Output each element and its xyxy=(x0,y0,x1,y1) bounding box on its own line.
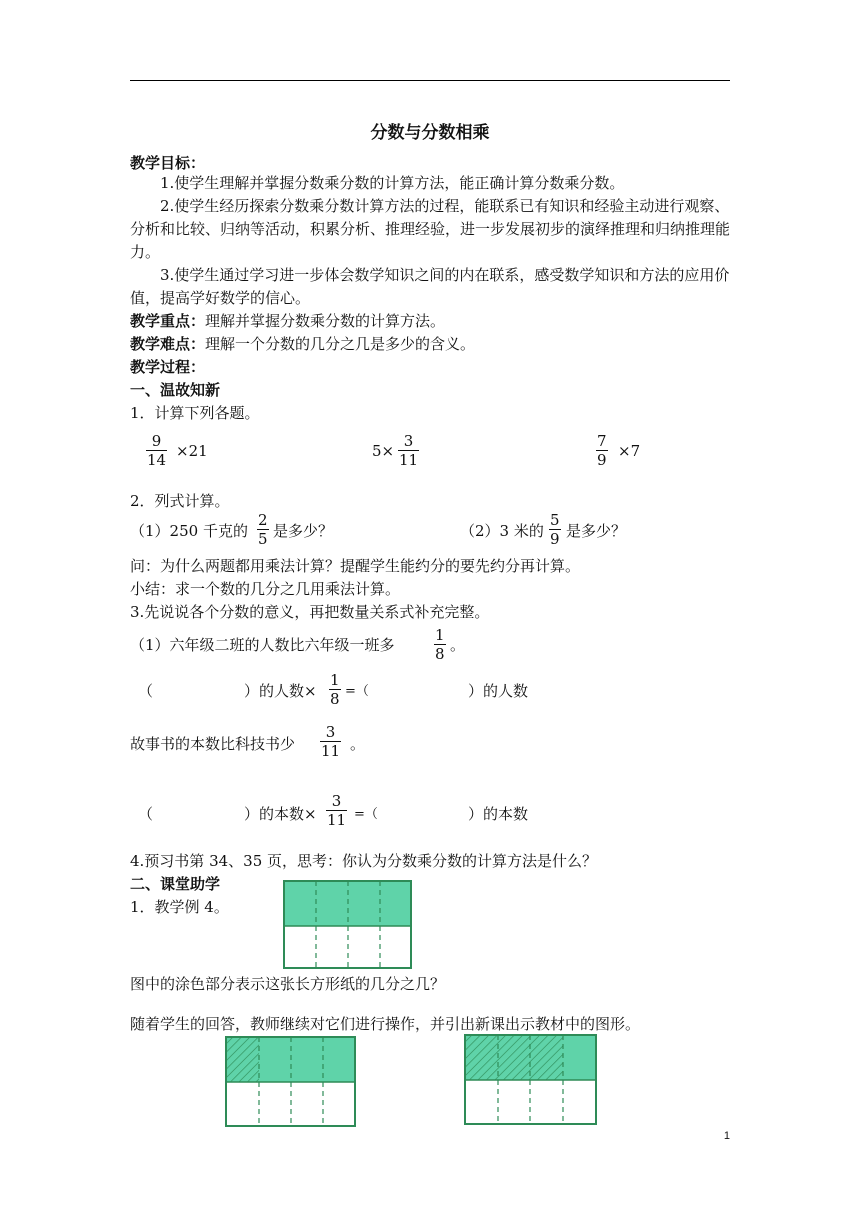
fraction-1-8-b: $\frac{1}{8}$ xyxy=(330,671,340,708)
question-2: 2．列式计算。 xyxy=(130,492,230,510)
fraction-3-11-b: $\frac{3}{11}$ xyxy=(327,792,347,829)
goal-2: 2.使学生经历探索分数乘分数计算方法的过程，能联系已有知识和经验主动进行观察、分析和比较、归纳等活动，积累分析、推理经验，进一步发展初步的演绎推理和归纳推理能力。 xyxy=(130,197,731,261)
calc-b-pre: 5× xyxy=(372,442,395,460)
key-point-text: 理解并掌握分数乘分数的计算方法。 xyxy=(205,312,446,330)
fraction-1-8-a: $\frac{1}{8}$ xyxy=(435,626,445,663)
difficulty xyxy=(130,333,475,354)
key-point-label: 教学重点： xyxy=(130,312,206,330)
eq2-mid: ）的本数× xyxy=(244,805,317,823)
page-number: 1 xyxy=(723,1130,730,1142)
figure-question: 图中的涂色部分表示这张长方形纸的几分之几？ xyxy=(130,975,446,993)
story-post: 。 xyxy=(350,735,366,753)
summary-text: 小结：求一个数的几分之几用乘法计算。 xyxy=(130,580,401,598)
goal-3: 3.使学生通过学习进一步体会数学知识之间的内在联系，感受数学知识和方法的应用价值，提高学好数学的信心。 xyxy=(130,266,730,307)
fraction-5-9: $\frac{5}{9}$ xyxy=(550,511,560,548)
section-1-heading: 一、温故知新 xyxy=(130,381,221,399)
question-4: 4.预习书第 34、35 页，思考：你认为分数乘分数的计算方法是什么？ xyxy=(130,852,598,870)
q3a-post: 。 xyxy=(450,636,466,654)
eq1-right: ）的人数 xyxy=(468,682,529,700)
key-point xyxy=(130,310,445,331)
story-pre: 故事书的本数比科技书少 xyxy=(130,735,296,753)
eq1-mid: ）的人数× xyxy=(244,682,317,700)
q2a-post: 是多少？ xyxy=(273,522,334,540)
fraction-9-14: $\frac{9}{14}$ xyxy=(147,432,167,469)
page-title: 分数与分数相乘 xyxy=(370,123,490,143)
fraction-3-11: $\frac{3}{11}$ xyxy=(399,432,419,469)
example-4: 1．教学例 4。 xyxy=(130,898,229,916)
question-1: 1．计算下列各题。 xyxy=(130,404,260,422)
q3a-pre: （1）六年级二班的人数比六年级一班多 xyxy=(130,636,395,654)
goal-1: 1.使学生理解并掌握分数乘分数的计算方法，能正确计算分数乘分数。 xyxy=(160,174,625,192)
section-2-heading: 二、课堂助学 xyxy=(130,875,221,893)
q2a-pre: （1）250 千克的 xyxy=(130,522,248,540)
q2b-pre: （2）3 米的 xyxy=(460,522,544,540)
goals-heading: 教学目标： xyxy=(130,154,206,172)
eq2-equals: =（ xyxy=(354,807,378,822)
figure-rectangle-hatched-1 xyxy=(225,1036,357,1128)
eq2-open: （ xyxy=(138,805,154,823)
calc-c-rest: ×7 xyxy=(618,442,641,460)
eq1-equals: =（ xyxy=(345,684,369,699)
follow-text: 随着学生的回答，教师继续对它们进行操作，并引出新课出示教材中的图形。 xyxy=(130,1015,641,1033)
fraction-2-5: $\frac{2}{5}$ xyxy=(258,511,268,548)
question-3: 3.先说说各个分数的意义，再把数量关系式补充完整。 xyxy=(130,603,490,621)
difficulty-text: 理解一个分数的几分之几是多少的含义。 xyxy=(205,335,476,353)
difficulty-label: 教学难点： xyxy=(130,335,206,353)
figure-rectangle-4x2 xyxy=(283,880,413,970)
q2b-post: 是多少？ xyxy=(566,522,627,540)
calc-a-rest: ×21 xyxy=(176,442,208,460)
figure-rectangle-hatched-3 xyxy=(464,1034,598,1126)
process-heading: 教学过程： xyxy=(130,358,206,376)
fraction-3-11-a: $\frac{3}{11}$ xyxy=(321,723,341,760)
eq1-open: （ xyxy=(138,682,154,700)
eq2-right: ）的本数 xyxy=(468,805,529,823)
header-rule xyxy=(130,80,730,81)
ask-text: 问：为什么两题都用乘法计算？提醒学生能约分的要先约分再计算。 xyxy=(130,557,581,575)
fraction-7-9: $\frac{7}{9}$ xyxy=(597,432,607,469)
